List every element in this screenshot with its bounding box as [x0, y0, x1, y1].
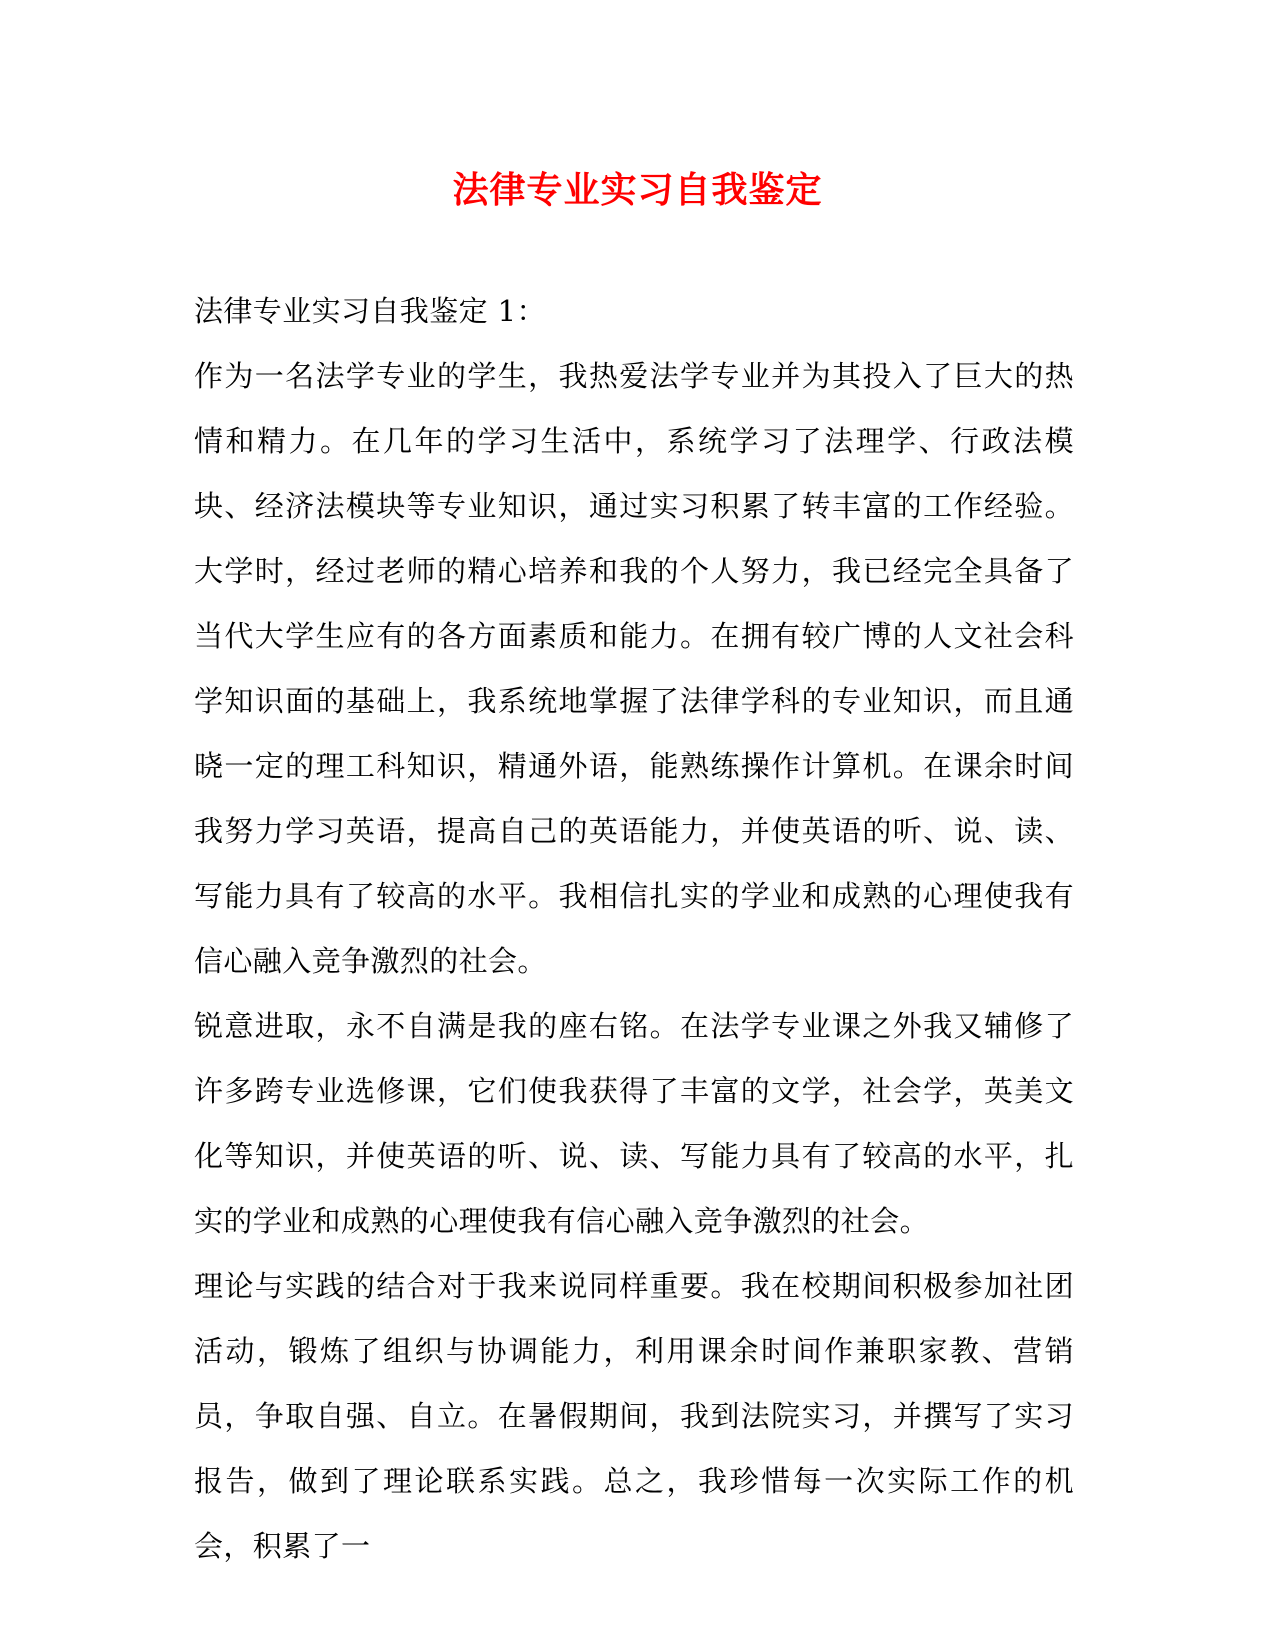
document-body: [194, 279, 1074, 1579]
section-heading: 法律专业实习自我鉴定 1：: [194, 294, 546, 328]
body-paragraph: 作为一名法学专业的学生，我热爱法学专业并为其投入了巨大的热情和精力。在几年的学习生活中，系统学习了法理学、行政法模块、经济法模块等专业知识，通过实习积累了转丰富的工作经验。大学时，经过老师的精心培养和我的个人努力，我已经完全具备了当代大学生应有的各方面素质和能力。在拥有较广博的人文社会科学知识面的基础上，我系统地掌握了法律学科的专业知识，而且通晓一定的理工科知识，精通外语，能熟练操作计算机。在课余时间我努力学习英语，提高自己的英语能力，并使英语的听、说、读、写能力具有了较高的水平。我相信扎实的学业和成熟的心理使我有信心融入竞争激烈的社会。: [194, 359, 1074, 978]
body-paragraph: 锐意进取，永不自满是我的座右铭。在法学专业课之外我又辅修了许多跨专业选修课，它们使我获得了丰富的文学，社会学，英美文化等知识，并使英语的听、说、读、写能力具有了较高的水平，扎实的学业和成熟的心理使我有信心融入竞争激烈的社会。: [194, 1009, 1074, 1238]
body-paragraph: 理论与实践的结合对于我来说同样重要。我在校期间积极参加社团活动，锻炼了组织与协调能力，利用课余时间作兼职家教、营销员，争取自强、自立。在暑假期间，我到法院实习，并撰写了实习报告，做到了理论联系实践。总之，我珍惜每一次实际工作的机会，积累了一: [194, 1269, 1074, 1563]
document-title: 法律专业实习自我鉴定: [452, 169, 823, 211]
